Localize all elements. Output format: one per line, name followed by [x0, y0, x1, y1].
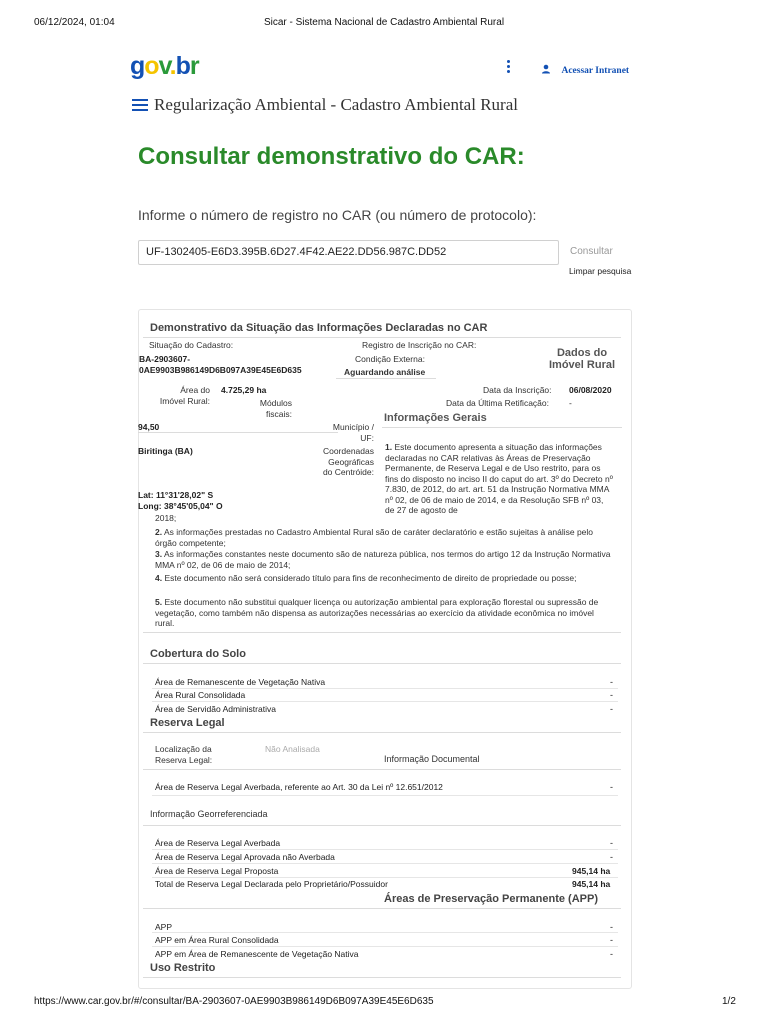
info-documental-heading: Informação Documental: [384, 754, 480, 764]
cobertura-heading: Cobertura do Solo: [150, 648, 246, 660]
data-inscricao-value: 06/08/2020: [569, 385, 612, 395]
info-georreferenciada-heading: Informação Georreferenciada: [150, 809, 268, 819]
user-icon: [541, 64, 551, 74]
dados-imovel-heading: Dados do Imóvel Rural: [549, 347, 616, 371]
divider: [143, 337, 621, 338]
situacao-value: BA-2903607- 0AE9903B986149D6B097A39E45E6D635: [139, 354, 302, 375]
row-divider: [152, 849, 618, 850]
app-value: -: [610, 935, 613, 945]
modulos-label: Módulos fiscais:: [259, 398, 292, 419]
divider: [143, 732, 621, 733]
app-value: -: [610, 922, 613, 932]
divider: [143, 632, 621, 633]
info-item-1-end: 2018;: [155, 513, 177, 523]
hamburger-menu-icon[interactable]: [132, 99, 148, 111]
nav-title: Regularização Ambiental - Cadastro Ambiental Rural: [154, 95, 518, 114]
area-value: 4.725,29 ha: [221, 385, 267, 395]
print-title: Sicar - Sistema Nacional de Cadastro Ambiental Rural: [263, 17, 505, 28]
reserva-value: 945,14 ha: [572, 879, 611, 889]
situacao-label: Situação do Cadastro:: [149, 340, 234, 350]
divider: [143, 663, 621, 664]
municipio-value: Biritinga (BA): [138, 446, 193, 456]
condicao-value: Aguardando análise: [344, 367, 426, 377]
row-divider: [152, 946, 618, 947]
municipio-label: Município / UF:: [332, 422, 374, 443]
reserva-row: Área de Reserva Legal Averbada: [155, 838, 281, 848]
row-divider: [152, 877, 618, 878]
data-retificacao-label: Data da Última Retificação:: [446, 398, 549, 408]
reserva-row: Área de Reserva Legal Proposta: [155, 866, 279, 876]
info-item-1: 1. Este documento apresenta a situação das informações declaradas no CAR relativas às Áreas de Preservação Permanente, de Reserva Legal e de Uso restrito, para os fins do disposto no inciso II do caput do art. 3º do Decreto nº 7.830, de 2012, do art. art. 51 da Instrução Normativa MMA nº 02, de 06 de maio de 2014, e da Resolução SFB nº 03, de 27 de agosto de: [385, 442, 613, 515]
print-url: https://www.car.gov.br/#/consultar/BA-2903607-0AE9903B986149D6B097A39E45E6D635: [34, 996, 434, 1007]
divider: [143, 769, 621, 770]
app-value: -: [610, 949, 613, 959]
divider: [143, 908, 621, 909]
reserva-value: -: [610, 852, 613, 862]
uso-restrito-heading: Uso Restrito: [150, 962, 216, 974]
reserva-row: Total de Reserva Legal Declarada pelo Proprietário/Possuidor: [155, 879, 388, 889]
coordenadas-label: Coordenadas Geográficas do Centróide:: [322, 446, 374, 477]
row-divider: [152, 863, 618, 864]
row-divider: [152, 932, 618, 933]
report-title: Demonstrativo da Situação das Informações Declaradas no CAR: [150, 322, 488, 334]
print-page-number: 1/2: [722, 996, 736, 1007]
data-inscricao-label: Data da Inscrição:: [483, 385, 552, 395]
divider: [382, 427, 622, 428]
divider: [143, 825, 621, 826]
row-divider: [152, 688, 618, 689]
area-label: Área do Imóvel Rural:: [159, 385, 210, 406]
app-row: APP em Área Rural Consolidada: [155, 935, 279, 945]
app-heading: Áreas de Preservação Permanente (APP): [384, 893, 598, 905]
reserva-value: -: [610, 838, 613, 848]
cobertura-row: Área de Remanescente de Vegetação Nativa: [155, 677, 326, 687]
print-datetime: 06/12/2024, 01:04: [34, 17, 115, 28]
cobertura-row: Área de Servidão Administrativa: [155, 704, 276, 714]
cobertura-value: -: [610, 704, 613, 714]
app-row: APP: [155, 922, 173, 932]
reserva-row: Área de Reserva Legal Aprovada não Averbada: [155, 852, 335, 862]
reserva-averbada-value: -: [610, 782, 613, 792]
cobertura-value: -: [610, 690, 613, 700]
govbr-logo[interactable]: gov.br: [130, 52, 199, 80]
search-prompt: Informe o número de registro no CAR (ou número de protocolo):: [138, 207, 537, 223]
divider: [336, 378, 436, 379]
registro-label: Registro de Inscrição no CAR:: [362, 340, 477, 350]
page-title: Consultar demonstrativo do CAR:: [138, 143, 525, 170]
info-item-5: 5. Este documento não substitui qualquer licença ou autorização ambiental para exploração florestal ou supressão de vegetação, como também não dispensa as autorizações necessárias ao exercício da atividade econômica no imóvel rural.: [155, 597, 599, 628]
informacoes-gerais-heading: Informações Gerais: [384, 412, 487, 424]
latitude-value: Lat: 11°31'28,02" S: [138, 490, 214, 500]
reserva-value: 945,14 ha: [572, 866, 611, 876]
row-divider: [152, 795, 618, 796]
clear-search-link[interactable]: Limpar pesquisa: [569, 266, 632, 276]
car-number-input[interactable]: UF-1302405-E6D3.395B.6D27.4F42.AE22.DD56.987C.DD52: [138, 240, 559, 265]
cobertura-row: Área Rural Consolidada: [155, 690, 246, 700]
modulos-value: 94,50: [138, 422, 160, 432]
localizacao-value: Não Analisada: [265, 744, 320, 754]
reserva-averbada-row: Área de Reserva Legal Averbada, referente ao Art. 30 da Lei nº 12.651/2012: [155, 782, 443, 792]
row-divider: [152, 701, 618, 702]
localizacao-label: Localização da Reserva Legal:: [155, 744, 213, 765]
intranet-link[interactable]: Acessar Intranet: [541, 60, 629, 78]
divider: [138, 432, 338, 433]
data-retificacao-value: -: [569, 398, 572, 408]
divider: [143, 977, 621, 978]
more-options-icon[interactable]: [506, 60, 512, 74]
info-item-2: 2. As informações prestadas no Cadastro Ambiental Rural são de caráter declaratório e estão sujeitas à análise pelo órgão competente;: [155, 527, 594, 548]
longitude-value: Long: 38°45'05,04" O: [138, 501, 223, 511]
info-item-3: 3. As informações constantes neste documento são de natureza pública, nos termos do artigo 12 da Instrução Normativa MMA nº 02, de 06 de maio de 2014;: [155, 549, 611, 570]
condicao-label: Condição Externa:: [355, 354, 425, 364]
app-row: APP em Área de Remanescente de Vegetação Nativa: [155, 949, 359, 959]
consultar-button[interactable]: Consultar: [570, 246, 613, 257]
cobertura-value: -: [610, 677, 613, 687]
info-item-4: 4. Este documento não será considerado título para fins de reconhecimento de direito de propriedade ou posse;: [155, 573, 577, 583]
reserva-legal-heading: Reserva Legal: [150, 717, 225, 729]
